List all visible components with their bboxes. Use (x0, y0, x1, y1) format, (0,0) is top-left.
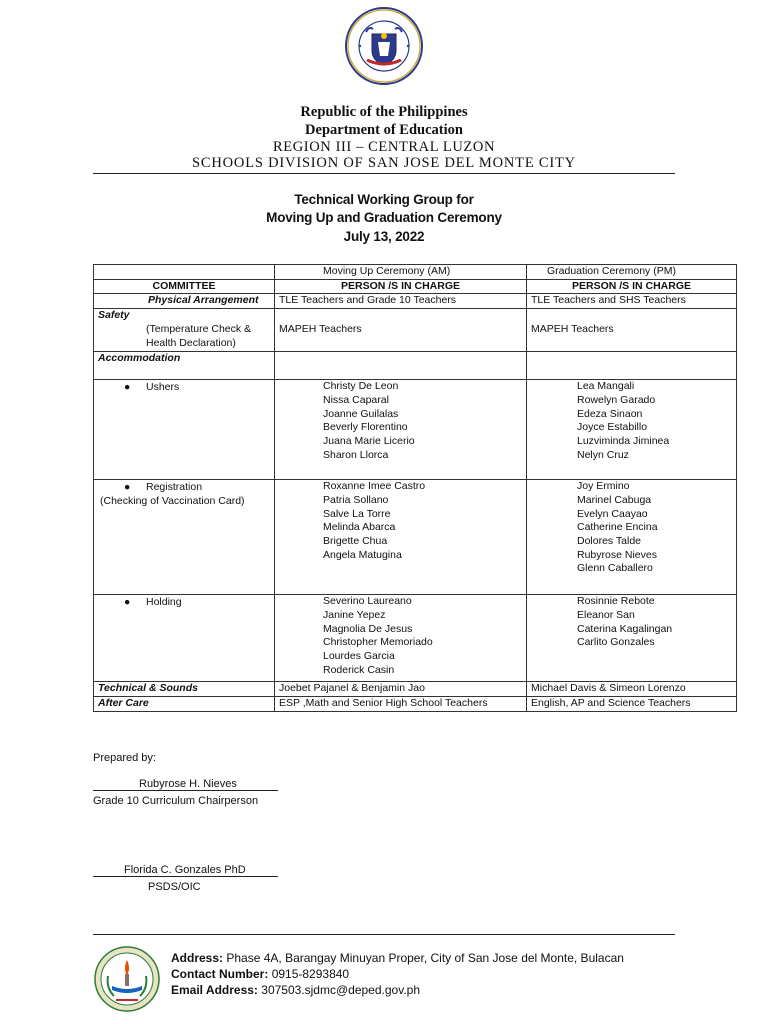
list-item: Catherine Encina (577, 521, 658, 534)
list-item: Severino Laureano (323, 595, 412, 608)
physical-am: TLE Teachers and Grade 10 Teachers (275, 294, 527, 309)
safety-sub: (Temperature Check & Health Declaration) (146, 322, 252, 349)
letterhead-department: Department of Education (305, 122, 463, 138)
registration-am (275, 480, 527, 595)
letterhead-division: SCHOOLS DIVISION OF SAN JOSE DEL MONTE CITY (192, 155, 576, 171)
document-title-line2: Moving Up and Graduation Ceremony (266, 210, 502, 225)
list-item: Edeza Sinaon (577, 407, 643, 420)
table-row (94, 380, 737, 480)
list-item: Roderick Casin (323, 663, 395, 676)
list-item: Marinel Cabuga (577, 493, 652, 506)
footer-address (171, 951, 624, 965)
list-item: Roxanne Imee Castro (323, 480, 426, 493)
list-item: Eleanor San (577, 608, 635, 621)
address-value: Phase 4A, Barangay Minuyan Proper, City of San Jose del Monte, Bulacan (226, 951, 624, 965)
technical-am: Joebet Pajanel & Benjamin Jao (275, 682, 527, 697)
list-item: Rosinnie Rebote (577, 595, 655, 608)
list-item: Caterina Kagalingan (577, 622, 673, 635)
label-technical: Technical & Sounds (98, 682, 198, 695)
physical-pm: TLE Teachers and SHS Teachers (527, 294, 737, 309)
list-item: Magnolia De Jesus (323, 622, 413, 635)
table-column-row (94, 279, 737, 294)
signatory2-name: Florida C. Gonzales PhD (93, 864, 278, 877)
address-label: Address: (171, 951, 224, 965)
table-row (94, 682, 737, 697)
list-item: Joanne Guilalas (323, 407, 399, 420)
list-item: Glenn Caballero (577, 562, 653, 575)
aftercare-am: ESP ,Math and Senior High School Teachers (275, 696, 527, 711)
bullet-icon: ● (124, 481, 131, 494)
document-title-line1: Technical Working Group for (294, 192, 474, 207)
safety-pm: MAPEH Teachers (527, 309, 737, 352)
list-item: Lea Mangali (577, 380, 635, 393)
list-item: Lourdes Garcia (323, 649, 395, 662)
label-holding: Holding (146, 596, 182, 609)
list-item: Angela Matugina (323, 548, 402, 561)
table-row (94, 352, 737, 380)
list-item: Rubyrose Nieves (577, 548, 657, 561)
bullet-icon: ● (124, 381, 131, 394)
list-item: Patria Sollano (323, 493, 389, 506)
list-item: Nelyn Cruz (577, 448, 629, 461)
technical-pm: Michael Davis & Simeon Lorenzo (527, 682, 737, 697)
list-item: Nissa Caparal (323, 393, 389, 406)
table-row (94, 696, 737, 711)
letterhead-region: REGION III – CENTRAL LUZON (272, 139, 496, 155)
list-item: Brigette Chua (323, 534, 388, 547)
footer-email (171, 983, 420, 997)
safety-am: MAPEH Teachers (275, 309, 527, 352)
email-label: Email Address: (171, 983, 258, 997)
contact-value: 0915-8293840 (271, 967, 350, 981)
list-item: Rowelyn Garado (577, 393, 656, 406)
list-item: Sharon Llorca (323, 448, 389, 461)
header-divider (93, 173, 675, 174)
header-graduation: Graduation Ceremony (PM) (527, 265, 737, 280)
col-person-am: PERSON /S IN CHARGE (275, 279, 527, 294)
header-moving-up: Moving Up Ceremony (AM) (275, 265, 527, 280)
list-item: Joyce Estabillo (577, 421, 648, 434)
footer-divider (93, 934, 675, 935)
table-row (94, 309, 737, 352)
letterhead-republic: Republic of the Philippines (300, 104, 468, 120)
list-item: Melinda Abarca (323, 521, 396, 534)
prepared-by-label: Prepared by: (93, 752, 156, 764)
col-person-pm: PERSON /S IN CHARGE (527, 279, 737, 294)
registration-pm (527, 480, 737, 595)
table-row (94, 294, 737, 309)
table-row (94, 595, 737, 682)
list-item: Beverly Florentino (323, 421, 408, 434)
bullet-icon: ● (124, 596, 131, 609)
list-item: Janine Yepez (323, 608, 386, 621)
list-item: Carlito Gonzales (577, 636, 655, 649)
document-date: July 13, 2022 (343, 229, 425, 244)
list-item: Evelyn Caayao (577, 507, 648, 520)
table-row (94, 480, 737, 595)
list-item: Dolores Talde (577, 534, 642, 547)
list-item: Juana Marie Licerio (323, 434, 415, 447)
holding-pm (527, 595, 737, 682)
registration-sub: (Checking of Vaccination Card) (100, 494, 245, 507)
list-item: Luzviminda Jiminea (577, 434, 670, 447)
col-committee: COMMITTEE (94, 279, 275, 294)
deped-seal-logo (344, 6, 424, 86)
list-item: Joy Ermino (577, 480, 630, 493)
signatory1-name: Rubyrose H. Nieves (93, 778, 278, 791)
table-header-row (94, 265, 737, 280)
signatory1-title: Grade 10 Curriculum Chairperson (93, 795, 259, 807)
holding-am (275, 595, 527, 682)
list-item: Salve La Torre (323, 507, 391, 520)
email-value: 307503.sjdmc@deped.gov.ph (261, 983, 421, 997)
label-ushers: Ushers (146, 381, 180, 394)
contact-label: Contact Number: (171, 967, 269, 981)
footer-contact (171, 967, 349, 981)
label-physical: Physical Arrangement (148, 294, 259, 307)
label-aftercare: After Care (98, 696, 149, 709)
label-accommodation: Accommodation (98, 352, 181, 365)
signatory2-title: PSDS/OIC (148, 881, 201, 893)
list-item: Christopher Memoriado (323, 636, 433, 649)
label-safety: Safety (98, 309, 130, 322)
school-logo (94, 946, 160, 1012)
ushers-am (275, 380, 527, 480)
label-registration: Registration (146, 481, 203, 494)
list-item: Christy De Leon (323, 380, 399, 393)
committee-table (93, 264, 737, 712)
ushers-pm (527, 380, 737, 480)
aftercare-pm: English, AP and Science Teachers (527, 696, 737, 711)
